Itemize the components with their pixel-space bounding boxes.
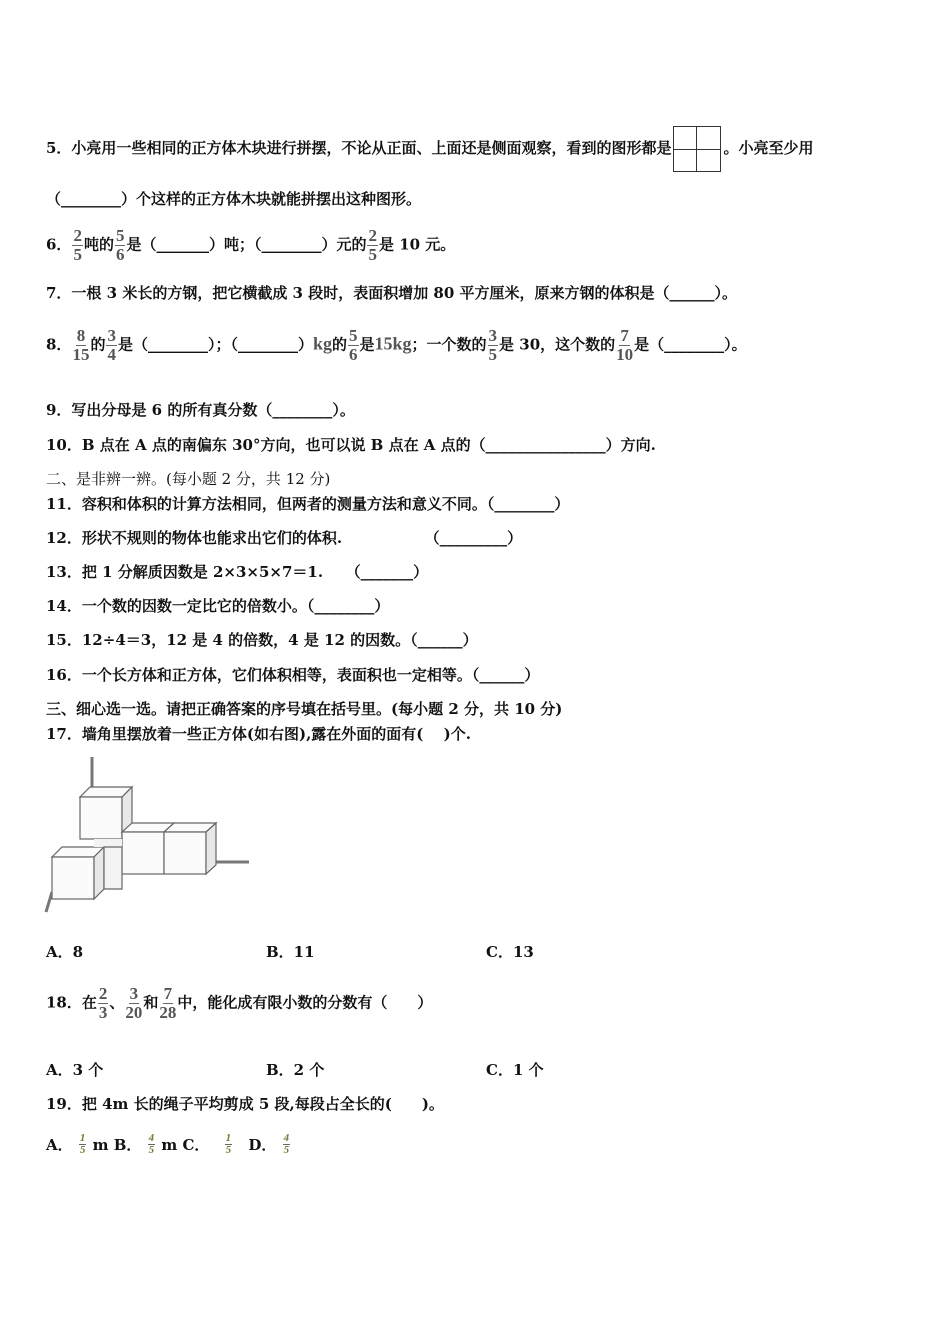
q19-option-a[interactable]: A． (46, 1136, 73, 1154)
fraction: $\frac{5}{6}$ (115, 226, 125, 264)
q19-options (46, 1132, 291, 1156)
question-7: 7．一根 3 米长的方钢，把它横截成 3 段时，表面积增加 80 平方厘米，原来方钢的体积是（______）。 (46, 284, 738, 302)
question-19: 19．把 4m 长的绳子平均剪成 5 段,每段占全长的( )。 (46, 1095, 444, 1113)
q6-text: 吨的 (83, 235, 114, 254)
q6-text: 是（_______）吨；（________）元的 (126, 235, 367, 254)
fraction: $\frac{3}{4}$ (107, 326, 116, 364)
q8-text: 是 30，这个数的 (499, 335, 616, 354)
q18-option-b[interactable]: B．2 个 (266, 1061, 325, 1079)
q18-number: 18．在 (46, 993, 97, 1012)
fraction: $\frac{1}{5}$ (225, 1132, 232, 1156)
q8-text: 是 (359, 335, 375, 354)
fraction: $\frac{4}{5}$ (283, 1132, 290, 1156)
fraction: $\frac{7}{28}$ (159, 984, 177, 1022)
unit-m: m (92, 1136, 109, 1154)
q19-option-b[interactable]: B． (113, 1136, 142, 1154)
fraction: $\frac{3}{20}$ (125, 984, 143, 1022)
q6-number: 6． (46, 235, 72, 254)
unit-15kg: 15kg (374, 333, 412, 354)
question-9: 9．写出分母是 6 的所有真分数（________）。 (46, 401, 355, 419)
q5-text-2: 。小亮至少用 (723, 139, 814, 157)
question-15: 15．12÷4＝3，12 是 4 的倍数，4 是 12 的因数。（______） (46, 631, 478, 649)
question-16: 16．一个长方体和正方体，它们体积相等，表面积也一定相等。（______） (46, 666, 540, 684)
unit-kg: kg (312, 333, 332, 354)
question-11: 11．容积和体积的计算方法相同，但两者的测量方法和意义不同。（________） (46, 495, 570, 513)
section-2-heading: 二、是非辨一辨。(每小题 2 分，共 12 分) (46, 470, 331, 488)
q18-option-c[interactable]: C．1 个 (486, 1061, 544, 1079)
q19-option-c[interactable]: C． (182, 1136, 210, 1154)
question-17: 17．墙角里摆放着一些正方体(如右图),露在外面的面有( )个. (46, 725, 471, 743)
unit-m: m (161, 1136, 178, 1154)
section-3-heading: 三、细心选一选。请把正确答案的序号填在括号里。(每小题 2 分，共 10 分) (46, 700, 563, 718)
q17-option-c[interactable]: C．13 (486, 943, 534, 961)
q8-text: 的 (90, 335, 106, 354)
q8-text: 是（________）。 (634, 335, 747, 354)
question-8 (46, 327, 747, 364)
q18-separator: 和 (143, 993, 159, 1012)
q17-option-a[interactable]: A．8 (46, 943, 84, 961)
fraction: $\frac{2}{3}$ (98, 984, 108, 1022)
q18-separator: 、 (109, 993, 125, 1012)
q8-text: 的 (331, 335, 347, 354)
cube-corner-figure (44, 757, 254, 917)
question-10: 10．B 点在 A 点的南偏东 30°方向，也可以说 B 点在 A 点的（________________）方向. (46, 436, 656, 454)
q19-option-d[interactable]: D． (248, 1136, 277, 1154)
fraction: $\frac{7}{10}$ (616, 326, 634, 364)
fraction: $\frac{8}{15}$ (72, 326, 90, 364)
question-13: 13．把 1 分解质因数是 2×3×5×7＝1. （_______） (46, 563, 429, 581)
four-square-grid-icon (673, 126, 721, 172)
q5-text-1: 5．小亮用一些相同的正方体木块进行拼摆，不论从正面、上面还是侧面观察，看到的图形都是 (46, 139, 672, 157)
question-14: 14．一个数的因数一定比它的倍数小。（________） (46, 597, 390, 615)
q6-text: 是 10 元。 (378, 235, 456, 254)
question-12: 12．形状不规则的物体也能求出它们的体积. （_________） (46, 529, 523, 547)
q8-text: ；一个数的 (411, 335, 487, 354)
question-5 (46, 126, 813, 172)
fraction: $\frac{3}{5}$ (488, 326, 498, 364)
question-18 (46, 985, 432, 1022)
question-6 (46, 227, 455, 264)
fraction: $\frac{1}{5}$ (79, 1132, 86, 1156)
fraction: $\frac{4}{5}$ (148, 1132, 155, 1156)
q8-number: 8． (46, 335, 72, 354)
q8-text: 是（________）；（________） (117, 335, 313, 354)
question-5-line-2: （________）个这样的正方体木块就能拼摆出这种图形。 (46, 190, 422, 208)
fraction: $\frac{2}{5}$ (73, 226, 82, 264)
fraction: $\frac{5}{6}$ (349, 326, 358, 364)
q18-option-a[interactable]: A．3 个 (46, 1061, 104, 1079)
q17-option-b[interactable]: B．11 (266, 943, 315, 961)
fraction: $\frac{2}{5}$ (368, 226, 377, 264)
q18-text: 中，能化成有限小数的分数有（ ） (177, 993, 433, 1012)
